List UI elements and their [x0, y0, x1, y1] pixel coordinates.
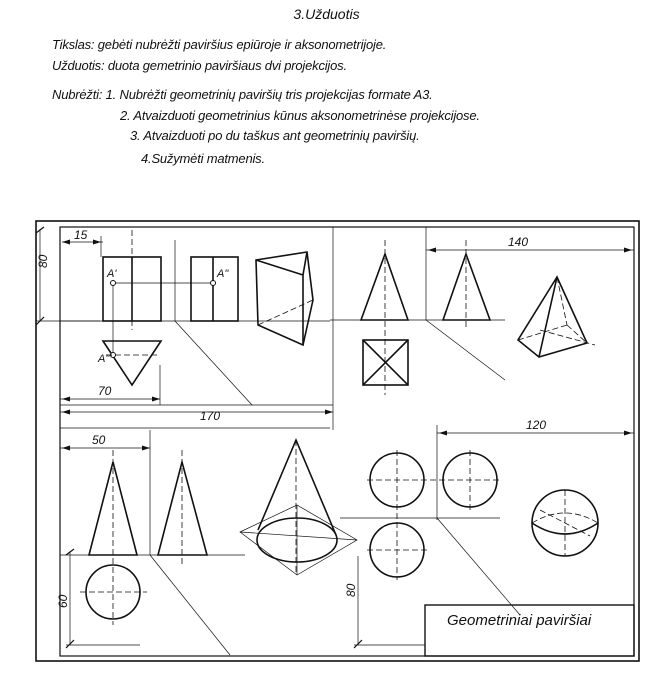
dim-140: 140	[508, 235, 529, 249]
point-label-a2: A''	[217, 268, 229, 280]
dim-170: 170	[200, 409, 221, 423]
title-block-text: Geometriniai paviršiai	[447, 612, 592, 629]
dim-120: 120	[526, 418, 547, 432]
dim-80-top: 80	[36, 254, 50, 268]
dim-60: 60	[56, 594, 70, 608]
prism-top-view	[103, 341, 161, 385]
pyramid-front-view	[361, 254, 408, 320]
goal-label: Tikslas:	[52, 37, 95, 52]
dim-80-bottom: 80	[344, 583, 358, 597]
pyramid-side-view	[443, 254, 490, 320]
draw-label: Nubrėžti:	[52, 87, 103, 102]
task-label: Užduotis:	[52, 58, 105, 73]
dim-50: 50	[92, 433, 106, 447]
draw-item-2: 2. Atvaizduoti geometrinius kūnus aksonometrinėse projekcijose.	[120, 108, 480, 123]
goal-text: gebėti nubrėžti paviršius epiūroje ir aksonometrijoje.	[97, 37, 387, 52]
dim-15: 15	[74, 228, 88, 242]
point-label-a1: A'	[107, 268, 117, 280]
pyramid-axonometric	[518, 277, 587, 357]
prism-side-view	[191, 257, 238, 321]
draw-item-1: 1. Nubrėžti geometrinių paviršių tris projekcijas formate A3.	[105, 87, 433, 102]
draw-item-4: 4.Sužymėti matmenis.	[141, 151, 265, 166]
cone-side-view	[158, 462, 207, 555]
task-text: duota gemetrinio paviršiaus dvi projekcijos.	[107, 58, 347, 73]
point-a1-marker	[111, 281, 116, 286]
point-label-a3: A'''	[98, 353, 112, 365]
point-a2-marker	[211, 281, 216, 286]
dim-70: 70	[98, 384, 112, 398]
sheet-outer-frame	[36, 221, 639, 661]
page-title: 3.Užduotis	[293, 6, 360, 22]
draw-item-3: 3. Atvaizduoti po du taškus ant geometrinių paviršių.	[130, 128, 420, 143]
